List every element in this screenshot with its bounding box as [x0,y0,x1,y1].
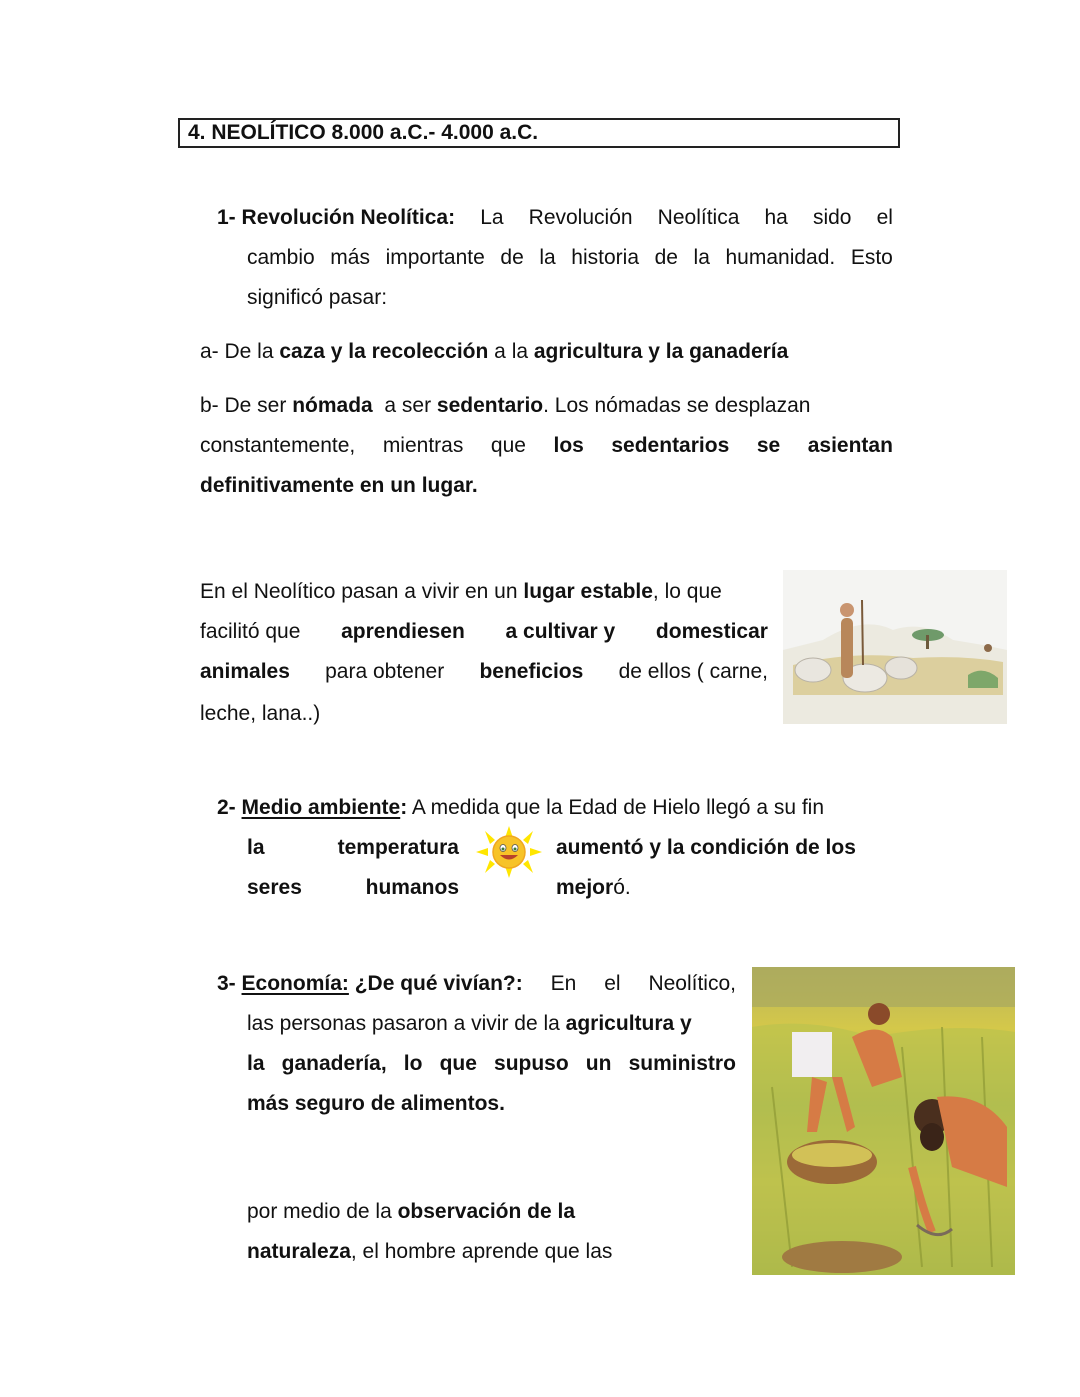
neolithic-para-line2: facilitó que aprendiesen a cultivar y domesticar [200,620,768,643]
section2-line3-right: mejoró. [556,876,631,899]
section1-line2: cambio más importante de la historia de la humanidad. Esto [247,246,893,269]
section1-line3: significó pasar: [247,286,388,309]
item-b-line2: constantemente, mientras que los sedentarios se asientan [200,434,893,457]
section2-line2-left: la temperatura [247,836,459,859]
neolithic-para-line1: En el Neolítico pasan a vivir en un lugar estable, lo que [200,580,722,603]
neolithic-para-line3: animales para obtener beneficios de ellos ( carne, [200,660,768,683]
section2-heading: Medio ambiente [241,796,401,819]
section3-question: ¿De qué vivían?: [348,972,523,995]
section3-line5: por medio de la observación de la [247,1200,575,1223]
section3-number: 3- [217,972,236,995]
harvest-illustration-icon [752,967,1015,1275]
section3-heading: Economía: [241,972,349,995]
page-title: 4. NEOLÍTICO 8.000 a.C.- 4.000 a.C. [188,121,539,144]
section2-number: 2- [217,796,236,819]
item-a: a- De la caza y la recolección a la agricultura y la ganadería [200,340,789,363]
section1-number: 1- [217,206,236,229]
neolithic-para-line4: leche, lana..) [200,702,321,725]
section3-line2: las personas pasaron a vivir de la agricultura y [247,1012,692,1035]
section2-line3-left: seres humanos [247,876,459,899]
smiling-sun-icon [476,826,542,878]
item-b-line1: b- De ser nómada a ser sedentario. Los nómadas se desplazan [200,394,811,417]
section1-line1: 1- Revolución Neolítica: La Revolución Neolítica ha sido el [217,206,893,229]
section2-line2-right: aumentó y la condición de los [556,836,856,859]
section3-line1: 3- Economía: ¿De qué vivían?: En el Neolítico, [217,972,736,995]
shepherd-sheep-image [783,570,1007,724]
section3-line6: naturaleza, el hombre aprende que las [247,1240,613,1263]
item-b-line3: definitivamente en un lugar. [200,474,478,497]
section3-line3: la ganadería, lo que supuso un suministro [247,1052,736,1075]
harvest-image [752,967,1015,1275]
section3-line4: más seguro de alimentos. [247,1092,505,1115]
section1-heading: Revolución Neolítica: [241,206,456,229]
shepherd-illustration-icon [783,570,1007,724]
section2-line1: 2- Medio ambiente: A medida que la Edad de Hielo llegó a su fin [217,796,825,819]
